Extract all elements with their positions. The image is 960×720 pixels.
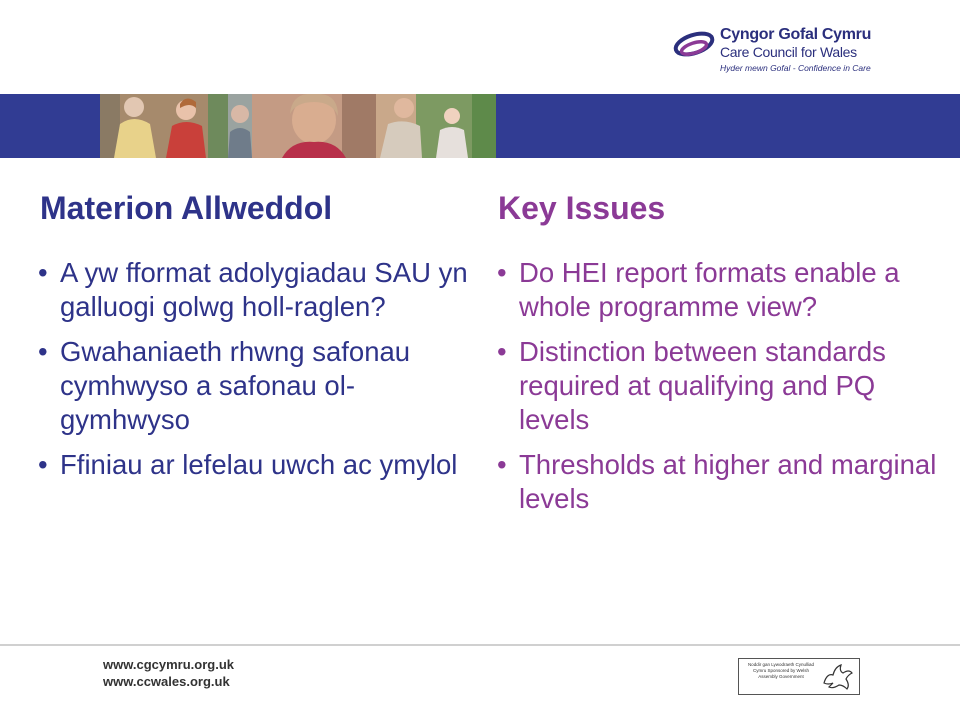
photo-strip — [100, 94, 496, 158]
list-item: • Gwahaniaeth rhwng safonau cymhwyso a safonau ol-gymhwyso — [38, 336, 411, 435]
welsh-dragon-icon — [821, 661, 855, 691]
photo-elderly-man-and-carer — [100, 94, 228, 158]
care-council-logo — [672, 22, 872, 82]
photo-woman-listening — [252, 94, 376, 158]
logo-title: Cyngor Gofal Cymru — [720, 26, 872, 43]
logo-tagline: Hyder mewn Gofal - Confidence in Care — [720, 63, 871, 73]
list-item: • Do HEI report formats enable a whole programme view? — [497, 257, 900, 322]
swoosh-logo-icon — [672, 28, 716, 64]
welsh-website-link[interactable]: www.cgcymru.org.uk — [103, 657, 234, 672]
list-item-text: Ffiniau ar lefelau uwch ac ymylol — [60, 449, 458, 480]
welsh-heading: Materion Allweddol — [40, 190, 333, 226]
welsh-bullet-list — [38, 256, 468, 493]
photo-mother-and-child — [376, 94, 496, 158]
english-heading: Key Issues — [498, 190, 666, 226]
list-item: • A yw fformat adolygiadau SAU yn galluogi golwg holl-raglen? — [38, 257, 468, 322]
sponsor-badge — [738, 658, 860, 695]
photo-care-worker-portrait — [228, 94, 252, 158]
list-item: • Thresholds at higher and marginal levels — [497, 449, 937, 514]
list-item-text: Thresholds at higher and marginal levels — [519, 449, 937, 514]
list-item-text: Distinction between standards required at qualifying and PQ levels — [519, 336, 886, 435]
list-item-text: Do HEI report formats enable a whole programme view? — [519, 257, 900, 322]
logo-subtitle: Care Council for Wales — [720, 44, 857, 60]
english-website-link[interactable]: www.ccwales.org.uk — [103, 674, 230, 689]
sponsor-text: Noddir gan Lywodraeth Cynulliad Cymru Sponsored by Welsh Assembly Government — [747, 662, 815, 679]
list-item-text: Gwahaniaeth rhwng safonau cymhwyso a safonau ol-gymhwyso — [60, 336, 411, 435]
list-item: • Distinction between standards required at qualifying and PQ levels — [497, 336, 886, 435]
list-item: • Ffiniau ar lefelau uwch ac ymylol — [38, 449, 458, 480]
list-item-text: A yw fformat adolygiadau SAU yn galluogi golwg holl-raglen? — [60, 257, 468, 322]
footer-divider — [0, 644, 960, 646]
english-bullet-list — [497, 256, 937, 527]
